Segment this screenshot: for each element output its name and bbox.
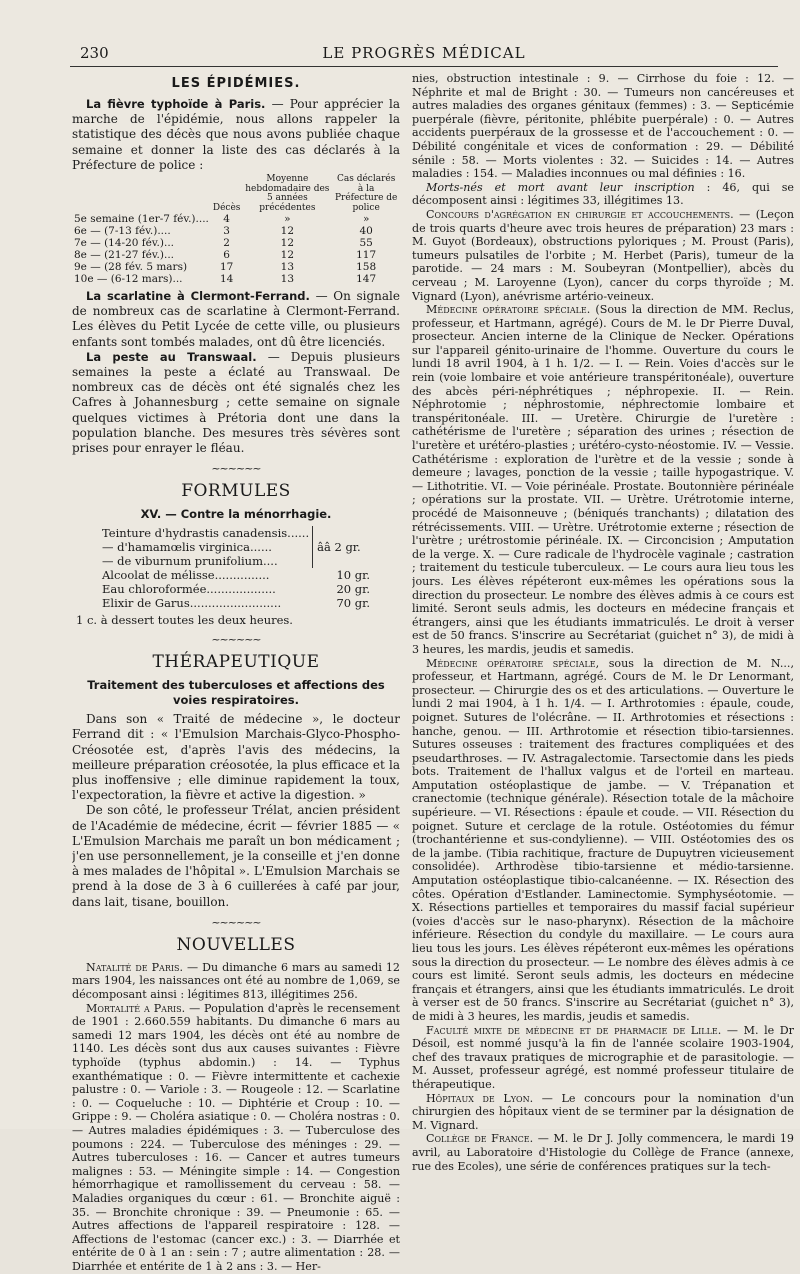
table-cell: 14 <box>219 273 234 286</box>
medecine-operatoire-text: sous la direction de M. N..., professeur, et Hartmann, agrégé. Cours de M. le Dr Lenormant, prosecteur. — Chirurgie des os et des articulations. — Ouverture le lundi 2 mai 1904, à 1 h. 1/4. — I. Arthrotomies : épaule, coude, poignet. Sutures de l'olécrâne. — II. Arthrotomies et résections : hanche, genou. — III. Arthrotomie et résection tibio-tarsiennes. Sutures osseuses : traitement des fractures compliquées et des pseudarthroses. — IV. Astragalectomie. Tarsectomie dans les pieds bots. Traitement de l'hallux valgus et de l'orteil en marteau. Amputation ostéoplastique de jambe. — V. Trépanation et cranectomie (technique générale). Résection totale de la mâchoire supérieure. — VI. Résections : épaule et coude. — VII. Résection du poignet. Suture et cerclage de la rotule. Ostéotomies du fémur (trochantérienne et sus-condylienne). — VIII. Ostéotomies des os de la jambe. (Tibia rachitique, fracture de Dupuytren vicieusement consolidée). Arthrodèse tibio-tarsienne et médio-tarsienne. Amputation ostéoplastique tibio-calcanéenne. — IX. Résection des côtes. Opération d'Estlander. Laminectomie. Symphyséotomie. — X. Résections partielles et temporaires du massif facial supérieur (voies d'accès sur le naso-pharynx). Résection de la mâchoire inférieure. Résection du condyle du maxillaire. — Le cours aura lieu tous les jours. Les élèves répéteront eux-mêmes les opérations sous la direction du prosecteur. — Le nombre des élèves admis à ce cours est limité. Seront seuls admis, les docteurs en médecine français et étrangers, ainsi que les étudiants immatriculés. Le droit à verser est de 50 francs. S'inscrire au Secrétariat (guichet n° 3), de midi à 3 heures, les mardis, jeudis et samedis. <box>412 656 794 1023</box>
mortalite-text: — Population d'après le recensement de 1901 : 2.660.559 habitants. Du dimanche 6 mars au samedi 12 mars 1904, les décès ont été au nombre de 1140. Les décès sont dus aux causes suivantes : Fièvre typhoïde (typhus abdomin.) : 14. — Typhus exanthématique : 0. — Fièvre intermittente et cachexie palustre : 0. — Variole : 3. — Rougeole : 12. — Scarlatine : 0. — Coqueluche : 10. — Diphtérie et Croup : 10. — Grippe : 9. — Choléra asiatique : 0. — Choléra nostras : 0. — Autres maladies épidémiques : 3. — Tuberculose des poumons : 224. — Tuberculose des méninges : 29. — Autres tuberculoses : 16. — Cancer et autres tumeurs malignes : 53. — Méningite simple : 14. — Congestion hémorrhagique et ramollissement du cerveau : 58. — Maladies organiques du cœur : 61. — Bronchite aiguë : 35. — Bronchite chronique : 39. — Pneumonie : 65. — Autres affections de l'appareil respiratoire : 128. — Affections de l'estomac (cancer exc.) : 3. — Diarrhée et entérite de 0 à 1 an : sein : 7 ; autre alimentation : 28. — Diarrhée et entérite de 1 à 2 ans : 3. — Her- <box>72 1001 400 1273</box>
recipe-ingredient: Elixir de Garus......................... <box>102 596 282 611</box>
therapeutique-paragraph: Dans son « Traité de médecine », le docteur Ferrand dit : « l'Emulsion Marchais-Glyco-Phospho-Créosotée est, d'après l'avis des médecins, la meilleure préparation créosotée, la plus efficace et la plus inoffensive ; elle diminue rapidement la toux, l'expectoration, la fièvre et active la digestion. » <box>72 712 400 803</box>
nouvelles-heading: NOUVELLES <box>176 934 296 955</box>
table-header-cell: Décès <box>212 202 241 213</box>
concours-paragraph <box>412 208 794 303</box>
table-header-row <box>72 175 400 213</box>
stillbirths-label: Morts-nés et mort avant leur inscription <box>426 180 695 194</box>
recipe-group <box>102 526 400 568</box>
table-cell: 147 <box>356 273 377 286</box>
table-row <box>72 249 400 261</box>
table-cell: 117 <box>356 249 377 262</box>
concours-lead: Concours d'agrégation en chirurgie et accouchements. <box>426 207 734 221</box>
running-header <box>70 42 778 67</box>
natalite-text: — Du dimanche 6 mars au samedi 12 mars 1904, les naissances ont été au nombre de 1,069, se décomposant ainsi : légitimes 813, illégitimes 256. <box>72 960 400 1002</box>
concours-text: — (Leçon de trois quarts d'heure avec trois heures de préparation) 23 mars : M. Guyot (Bordeaux), obstructions pyloriques ; M. Proust (Paris), tumeurs pulsatiles de l'orbite ; M. Herbet (Paris), tumeur de la parotide. — 24 mars : M. Soubeyran (Montpellier), abcès du cerveau ; M. Laroyenne (Lyon), cancer du corps thyroïde ; M. Vignard (Lyon), anévrisme artério-veineux. <box>412 207 794 303</box>
table-cell: 10e — (6-12 mars)... <box>74 273 183 286</box>
peste-text: — Depuis plusieurs semaines la peste a éclaté au Transwaal. De nombreux cas de décès ont été signalés chez les Cafres à Johannesburg ; cette semaine on signale quelques victimes à Prétoria dont une dans la population blanche. Des mesures très sévères sont prises pour enrayer le fléau. <box>72 349 400 456</box>
table-cell: 2 <box>223 237 230 250</box>
typhoid-stats-table <box>72 175 400 285</box>
table-cell: 12 <box>280 225 295 238</box>
table-header-cell: Moyenne hebdomadaire des 5 années précédentes <box>245 174 330 213</box>
epidemics-heading: LES ÉPIDÉMIES. <box>171 76 301 91</box>
typhoid-lead: La fièvre typhoïde à Paris. <box>86 97 266 111</box>
college-paragraph <box>412 1132 794 1173</box>
table-row <box>72 225 400 237</box>
medecine-operatoire-text: (Sous la direction de MM. Reclus, professeur, et Hartmann, agrégé). Cours de M. le Dr Pierre Duval, prosecteur. Ancien interne de la Clinique de Necker. Opérations sur l'appareil génito-urinaire de l'homme. Ouverture du cours le lundi 18 avril 1904, à 1 h. 1/2. — I. — Rein. Voies d'accès sur le rein (voie lombaire et voie antérieure transpéritonéale), ouverture des abcès péri-néphrétiques ; néphropexie. II. — Rein. Néphrotomie ; néphrostomie, néphrectomie lombaire et transpéritonéale. III. — Uretère. Chirurgie de l'uretère : cathétérisme de l'uretère ; séparation des urines ; résection de l'uretère et urétéro-plasties ; urétéro-cysto-néostomie. IV. — Vessie. Cathétérisme : exploration de l'urètre et de la vessie ; sonde à demeure ; lavages, ponction de la vessie ; taille hypogastrique. V. — Lithotritie. VI. — Voie périnéale. Prostate. Boutonnière périnéale ; opérations sur la prostate. VII. — Urètre. Urétrotomie interne, procédé de Maisonneuve ; (béniqués tranchants) ; dilatation des rétrécissements. VIII. — Urètre. Urétrotomie externe ; résection de l'urètre ; urétrostomie périnéale. IX. — Circoncision ; Amputation de la verge. X. — Cure radicale de l'hydrocèle vaginale ; castration ; traitement du testicule tuberculeux. — Le cours aura lieu tous les jours. Les élèves répéteront eux-mêmes les opérations sous la direction du prosecteur. Le nombre des élèves admis à ce cours est limité. Seront seuls admis, les docteurs en médecine français et étrangers, ainsi que les étudiants immatriculés. Le droit à verser est de 50 francs. S'inscrire au Secrétariat (guichet n° 3), de midi à 3 heures, les mardis, jeudis et samedis. <box>412 303 794 656</box>
hopitaux-paragraph <box>412 1092 794 1133</box>
mortality-continued: nies, obstruction intestinale : 9. — Cirrhose du foie : 12. — Néphrite et mal de Bright : 30. — Tumeurs non cancéreuses et autres maladies des organes génitaux (femmes) : 3. — Septicémie puerpérale (fièvre, péritonite, phlébite puerpérale) : 0. — Autres accidents puerpéraux de la grossesse et de l'accouchement : 0. — Débilité congénitale et vices de conformation : 29. — Débilité sénile : 58. — Morts violentes : 32. — Suicides : 14. — Autres maladies : 154. — Maladies inconnues ou mal définies : 16. <box>412 72 794 181</box>
formules-heading: FORMULES <box>181 481 291 502</box>
formula-recipe <box>102 526 400 610</box>
table-cell: 13 <box>280 261 295 274</box>
table-cell: 13 <box>280 273 295 286</box>
table-cell: 55 <box>359 237 373 250</box>
table-cell: 158 <box>356 261 377 274</box>
college-text: — M. le Dr J. Jolly commencera, le mardi 19 avril, au Laboratoire d'Histologie du Collège de France (annexe, rue des Ecoles), une série de conférences pratiques sur la tech- <box>412 1132 794 1173</box>
scarlatine-text: — On signale de nombreux cas de scarlatine à Clermont-Ferrand. Les élèves du Petit Lycée de cette ville, ou plusieurs enfants sont tombés malades, ont dû être licenciés. <box>72 289 400 349</box>
table-cell: 9e — (28 fév. 5 mars) <box>74 261 188 274</box>
mortalite-paragraph <box>72 1002 400 1274</box>
ornament-divider: ~~~~~~ <box>211 462 261 476</box>
table-row <box>72 261 400 273</box>
medecine-operatoire-lead: Médecine opératoire spéciale, <box>426 656 600 670</box>
recipe-ingredient-row <box>102 582 400 596</box>
page-number: 230 <box>80 44 109 62</box>
table-cell: 7e — (14-20 fév.)... <box>74 237 175 250</box>
table-row <box>72 213 400 225</box>
table-cell: 40 <box>359 225 373 238</box>
table-cell: 12 <box>280 249 295 262</box>
recipe-dose: 20 gr. <box>336 582 370 597</box>
table-cell: 3 <box>223 225 230 238</box>
table-header-cell <box>72 175 211 213</box>
peste-paragraph <box>72 350 400 456</box>
recipe-ingredient: Eau chloroformée................... <box>102 582 276 597</box>
natalite-lead: Natalité de Paris. <box>86 960 184 974</box>
scarlatine-paragraph <box>72 289 400 350</box>
recipe-ingredient: — de viburnum prunifolium.... <box>102 554 278 569</box>
table-cell: » <box>362 213 370 226</box>
ornament-divider: ~~~~~~ <box>211 633 261 647</box>
recipe-ingredient: Teinture d'hydrastis canadensis...... <box>102 526 310 541</box>
typhoid-paragraph <box>72 97 400 173</box>
stillbirths-text: : 46, qui se décomposent ainsi : légitimes 33, illégitimes 13. <box>412 180 794 208</box>
recipe-ingredient: — d'hamamœlis virginica...... <box>102 540 272 555</box>
therapeutique-subheading: Traitement des tuberculoses et affections des voies respiratoires. <box>87 678 385 708</box>
medecine-operatoire-paragraph <box>412 303 794 656</box>
left-column <box>72 72 400 1274</box>
recipe-dose: 10 gr. <box>336 568 370 583</box>
therapeutique-paragraph: De son côté, le professeur Trélat, ancien président de l'Académie de médecine, écrit — février 1885 — « L'Emulsion Marchais me paraît un bon médicament ; j'en use personnellement, je la conseille et j'en donne à mes malades de l'hôpital ». L'Emulsion Marchais se prend à la dose de 3 à 6 cuillerées à café par jour, dans lait, tisane, bouillon. <box>72 803 400 909</box>
therapeutique-heading: THÉRAPEUTIQUE <box>152 652 320 673</box>
recipe-dose: 70 gr. <box>336 596 370 611</box>
journal-title: LE PROGRÈS MÉDICAL <box>322 44 526 62</box>
peste-lead: La peste au Transwaal. <box>86 349 257 364</box>
typhoid-text: — Pour apprécier la marche de l'épidémie, nous allons rappeler la statistique des décès que nous avons publiée chaque semaine et donner la liste des cas déclarés à la Préfecture de police : <box>72 97 400 172</box>
hopitaux-text: — Le concours pour la nomination d'un chirurgien des hôpitaux vient de se terminer par la désignation de M. Vignard. <box>412 1091 794 1132</box>
medecine-operatoire-lead: Médecine opératoire spéciale. <box>426 303 591 317</box>
table-cell: 12 <box>280 237 295 250</box>
faculte-lead: Faculté mixte de médecine et de pharmacie de Lille. <box>426 1023 722 1037</box>
table-row <box>72 273 400 285</box>
recipe-ingredient-row <box>102 596 400 610</box>
ornament-divider: ~~~~~~ <box>211 915 261 929</box>
recipe-ingredient-row <box>102 568 400 582</box>
college-lead: Collège de France. <box>426 1132 534 1146</box>
recipe-note: 1 c. à dessert toutes les deux heures. <box>76 613 293 628</box>
stillbirths-paragraph <box>412 181 794 208</box>
medecine-operatoire-paragraph <box>412 657 794 1024</box>
right-column <box>412 72 794 1173</box>
table-cell: 17 <box>219 261 234 274</box>
mortalite-lead: Mortalité a Paris. <box>86 1001 186 1015</box>
recipe-ingredient: Alcoolat de mélisse............... <box>102 568 270 583</box>
table-cell: » <box>284 213 291 226</box>
table-cell: 6e — (7-13 fév.).... <box>74 225 171 238</box>
table-cell: 6 <box>223 249 230 262</box>
table-cell: 8e — (21-27 fév.)... <box>74 249 175 262</box>
faculte-text: — M. le Dr Désoil, est nommé jusqu'à la fin de l'année scolaire 1903-1904, chef des travaux pratiques de micrographie et de parasitologie. — M. Ausset, professeur agrégé, est nommé professeur titulaire de thérapeutique. <box>412 1023 794 1091</box>
faculte-paragraph <box>412 1024 794 1092</box>
table-cell: 4 <box>223 213 230 226</box>
table-row <box>72 237 400 249</box>
table-cell: 5e semaine (1er-7 fév.).... <box>74 213 209 226</box>
recipe-group-dose: ââ 2 gr. <box>317 540 361 555</box>
natalite-paragraph <box>72 961 400 1002</box>
hopitaux-lead: Hôpitaux de Lyon. <box>426 1091 534 1105</box>
scarlatine-lead: La scarlatine à Clermont-Ferrand. <box>86 289 310 304</box>
formula-title: XV. — Contre la ménorrhagie. <box>140 507 332 522</box>
table-header-cell: Cas déclarés à la Préfecture de police <box>334 174 398 213</box>
